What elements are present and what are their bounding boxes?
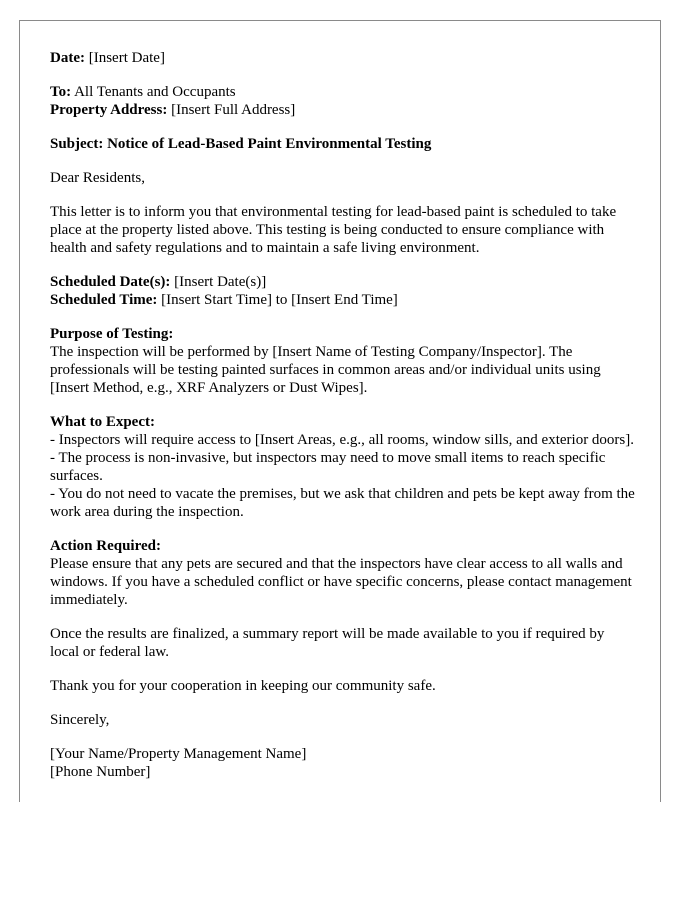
date-label: Date: (50, 50, 85, 66)
thanks-paragraph: Thank you for your cooperation in keeping our community safe. (50, 678, 436, 694)
signature-block (50, 745, 635, 781)
intro-paragraph: This letter is to inform you that environmental testing for lead-based paint is scheduled to take place at the property listed above. This testing is being conducted to ensure compliance with health and safety regulations and to maintain a safe living environment. (50, 204, 617, 256)
schedule-block (50, 273, 635, 309)
scheduled-time-label: Scheduled Time: (50, 292, 158, 308)
to-line (50, 83, 635, 101)
expect-item: - The process is non-invasive, but inspectors may need to move small items to reach specific surfaces. (50, 450, 606, 484)
purpose-heading: Purpose of Testing: (50, 326, 174, 342)
action-text: Please ensure that any pets are secured and that the inspectors have clear access to all walls and windows. If you have a scheduled conflict or have specific concerns, please contact management immediately. (50, 556, 632, 608)
expect-heading: What to Expect: (50, 414, 155, 430)
subject-label: Subject: (50, 136, 104, 152)
letter-body (50, 49, 635, 781)
address-label: Property Address: (50, 102, 168, 118)
date-line (50, 49, 635, 67)
scheduled-dates-line (50, 273, 635, 291)
address-line (50, 101, 635, 119)
purpose-section (50, 325, 635, 397)
action-heading: Action Required: (50, 538, 161, 554)
purpose-text: The inspection will be performed by [Insert Name of Testing Company/Inspector]. The professionals will be testing painted surfaces in common areas and/or individual units using [Insert Method, e.g., XRF Analyzers or Dust Wipes]. (50, 344, 601, 396)
subject-line (50, 135, 635, 153)
greeting: Dear Residents, (50, 170, 145, 186)
scheduled-dates-value: [Insert Date(s)] (174, 274, 267, 290)
scheduled-time-value: [Insert Start Time] to [Insert End Time] (161, 292, 398, 308)
signature-phone: [Phone Number] (50, 764, 151, 780)
recipient-block (50, 83, 635, 119)
to-label: To: (50, 84, 72, 100)
scheduled-time-line (50, 291, 635, 309)
action-section (50, 537, 635, 609)
expect-item: - You do not need to vacate the premises, but we ask that children and pets be kept away from the work area during the inspection. (50, 486, 635, 520)
address-value: [Insert Full Address] (171, 102, 296, 118)
closing: Sincerely, (50, 712, 110, 728)
expect-section (50, 413, 635, 521)
expect-item: - Inspectors will require access to [Insert Areas, e.g., all rooms, window sills, and exterior doors]. (50, 432, 635, 448)
to-value: All Tenants and Occupants (74, 84, 236, 100)
results-paragraph: Once the results are finalized, a summary report will be made available to you if required by local or federal law. (50, 626, 605, 660)
date-value: [Insert Date] (88, 50, 165, 66)
scheduled-dates-label: Scheduled Date(s): (50, 274, 171, 290)
subject-value: Notice of Lead-Based Paint Environmental Testing (107, 136, 432, 152)
letter-page (19, 20, 661, 802)
signature-name: [Your Name/Property Management Name] (50, 746, 307, 762)
